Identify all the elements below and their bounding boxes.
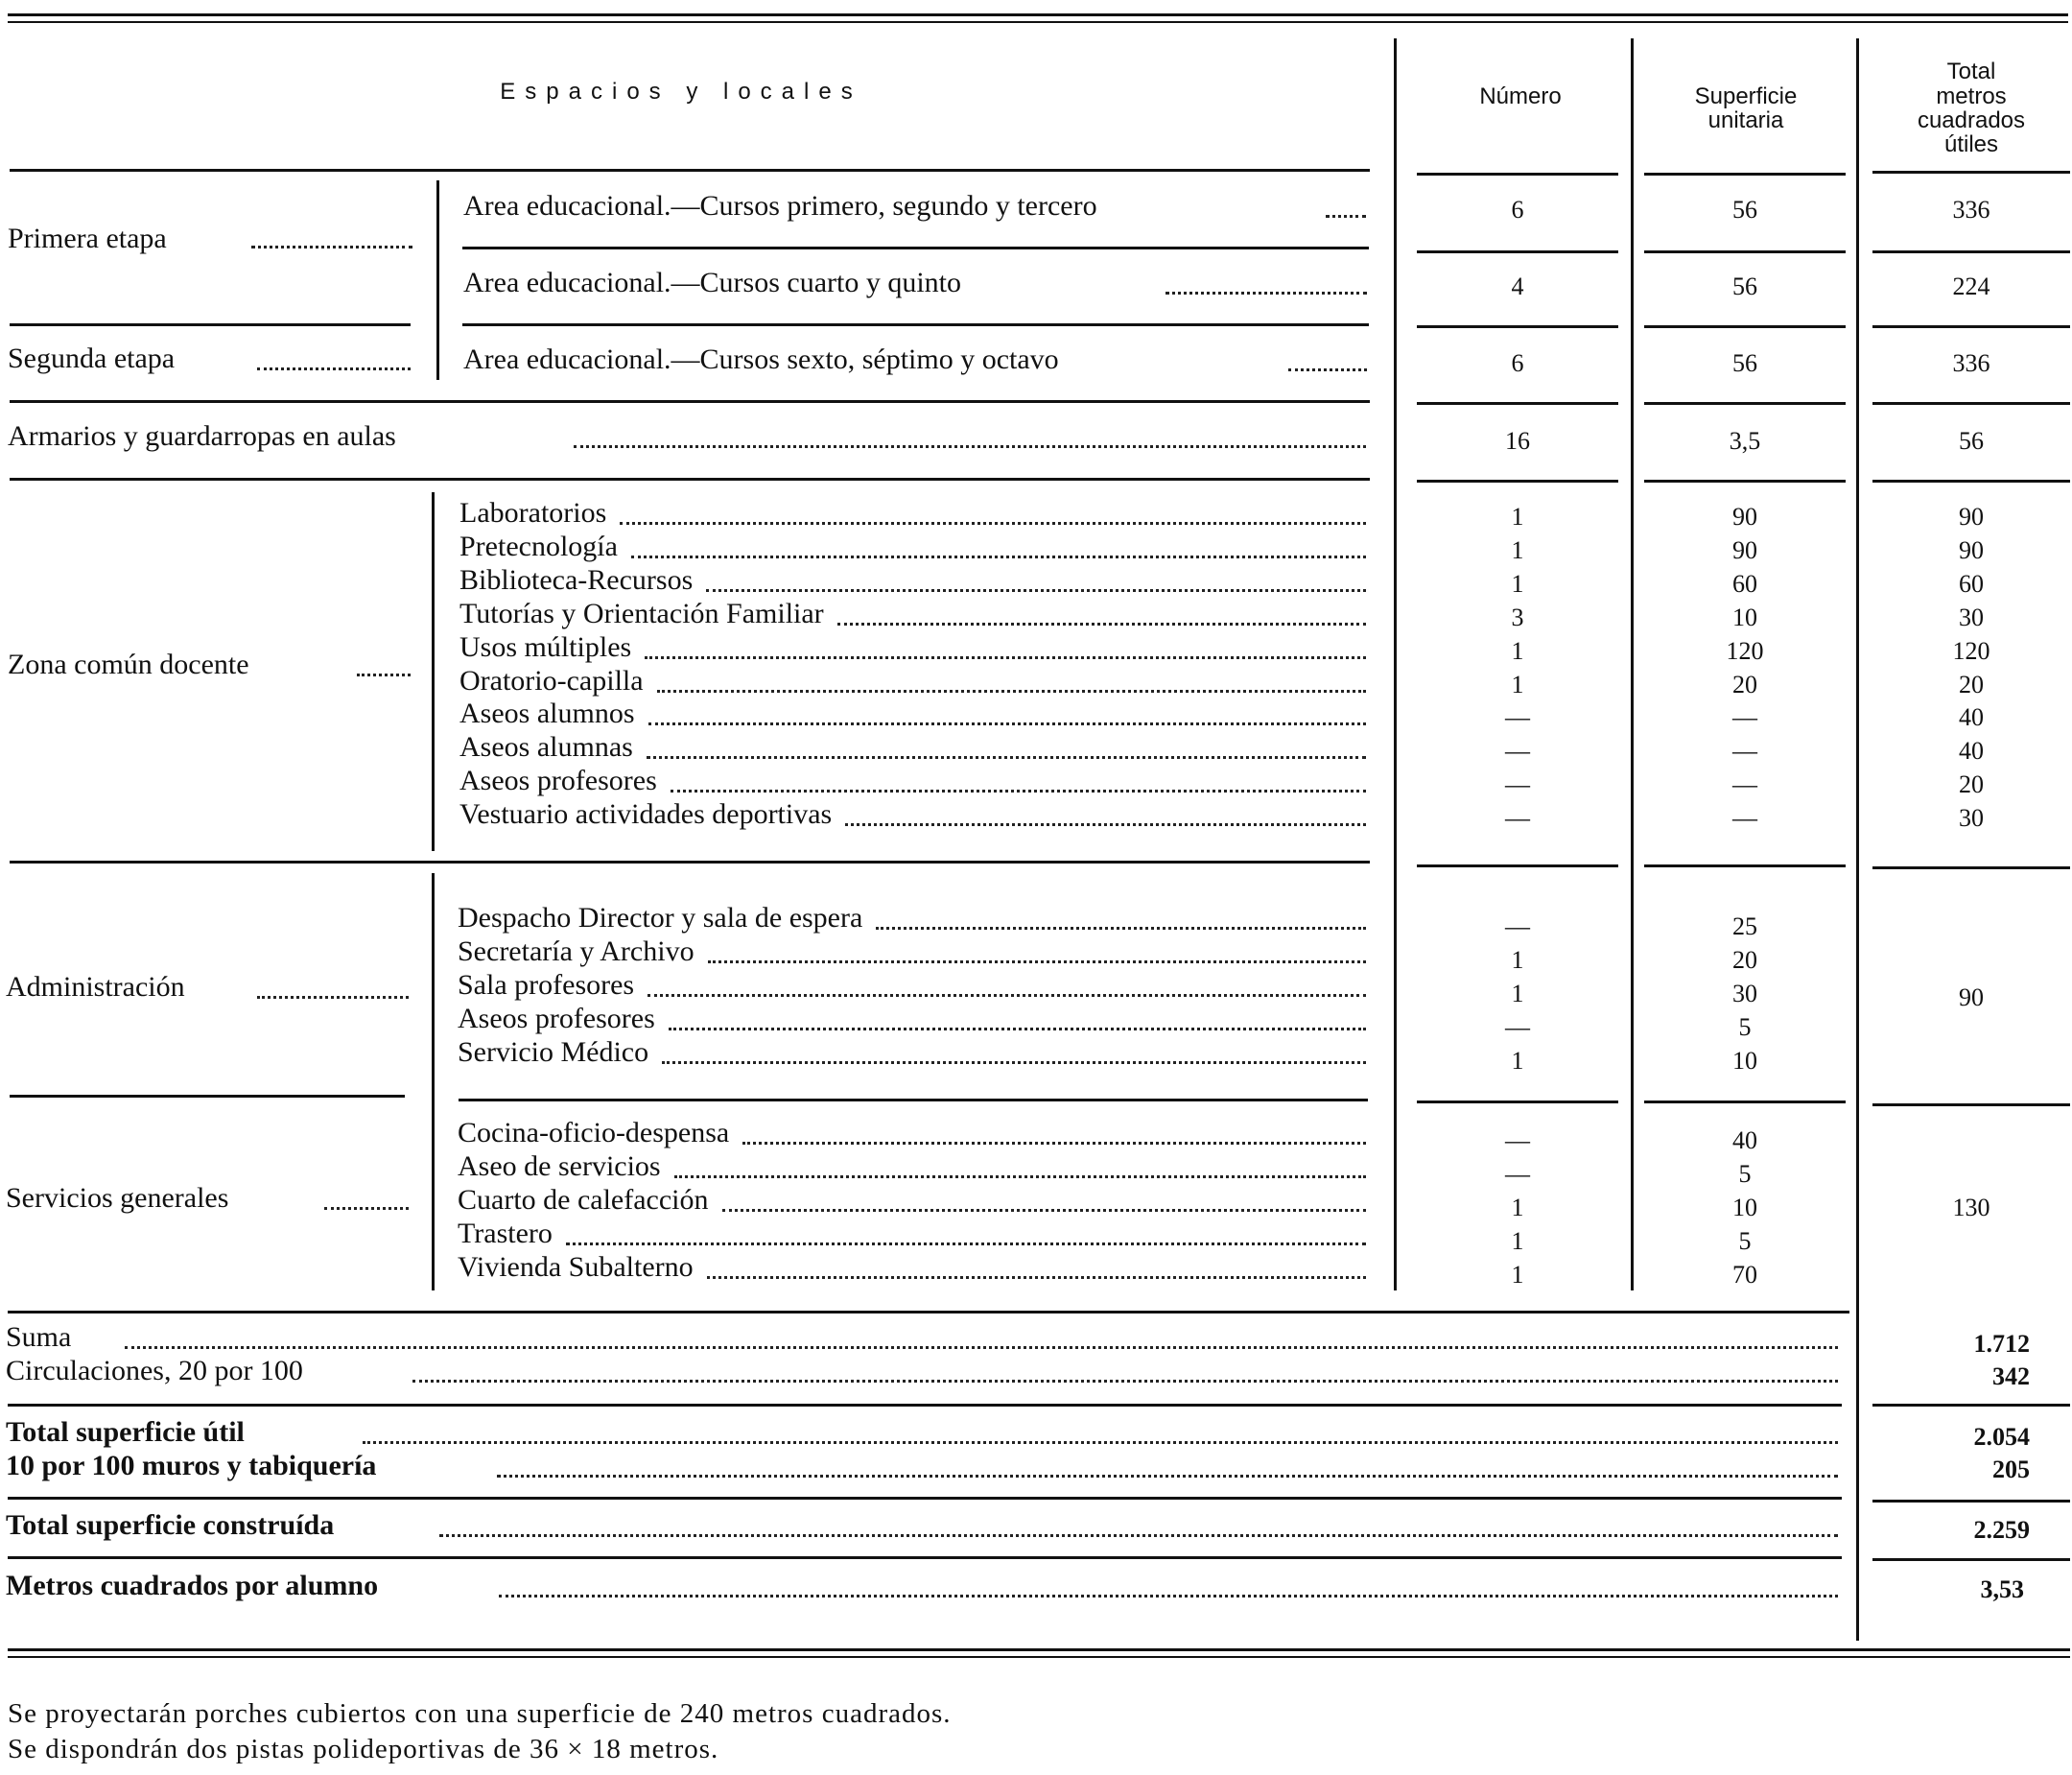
cell-superficie: 40 bbox=[1732, 1126, 1757, 1154]
cell-numero: 1 bbox=[1511, 535, 1524, 564]
rule bbox=[459, 1099, 1368, 1101]
leader-dots bbox=[497, 1475, 1838, 1478]
leader-dots bbox=[412, 1380, 1838, 1383]
cell-superficie: — bbox=[1732, 737, 1757, 766]
cell-total: 336 bbox=[1952, 196, 1990, 224]
rule bbox=[1417, 173, 1618, 176]
leader-dots bbox=[357, 674, 411, 676]
col-sep-numero bbox=[1394, 38, 1397, 1290]
cell-total: 20 bbox=[1959, 670, 1984, 698]
rule bbox=[10, 400, 1370, 403]
leader-dots bbox=[1326, 215, 1366, 218]
cell-total-servicios: 130 bbox=[1952, 1194, 1990, 1221]
row-label: Secretaría y Archivo bbox=[458, 935, 695, 967]
row-label: Aseos profesores bbox=[459, 765, 657, 797]
footnote-2: Se dispondrán dos pistas polideportivas de 36 × 18 metros. bbox=[8, 1734, 719, 1764]
cell-numero: — bbox=[1505, 1012, 1530, 1041]
cell-numero: 1 bbox=[1511, 670, 1524, 698]
cell-numero: 1 bbox=[1511, 1194, 1524, 1221]
cell-numero: 1 bbox=[1511, 503, 1524, 531]
header-total-4: útiles bbox=[1943, 131, 1999, 157]
summary-circ-value: 342 bbox=[1992, 1362, 2030, 1390]
rule bbox=[8, 1556, 1842, 1559]
cell-superficie: 56 bbox=[1732, 272, 1757, 300]
cell-superficie: 90 bbox=[1732, 503, 1757, 531]
cell-numero: — bbox=[1505, 912, 1530, 940]
leader-dots bbox=[631, 556, 1366, 558]
leader-dots bbox=[662, 1061, 1366, 1064]
rule bbox=[8, 1404, 1842, 1407]
rule bbox=[462, 247, 1369, 249]
leader-dots bbox=[707, 1276, 1366, 1279]
summary-muros-label: 10 por 100 muros y tabiquería bbox=[6, 1450, 377, 1481]
summary-alumno-label: Metros cuadrados por alumno bbox=[6, 1570, 379, 1601]
leader-dots bbox=[1166, 292, 1367, 295]
cell-numero: — bbox=[1505, 1126, 1530, 1154]
group-zona: Zona común docente bbox=[8, 649, 249, 680]
rule bbox=[1417, 325, 1618, 328]
cell-total: 60 bbox=[1959, 569, 1984, 598]
leader-dots bbox=[1288, 368, 1367, 371]
rule bbox=[8, 1311, 1849, 1314]
rule bbox=[1644, 864, 1846, 867]
rule bbox=[1872, 1404, 2070, 1407]
group-admin: Administración bbox=[6, 971, 185, 1003]
cell-numero: 6 bbox=[1511, 349, 1524, 377]
cell-superficie: 10 bbox=[1732, 1046, 1757, 1075]
cell-numero: 1 bbox=[1511, 569, 1524, 598]
cell-numero: 1 bbox=[1511, 945, 1524, 974]
header-total-1: Total bbox=[1946, 59, 1996, 84]
leader-dots bbox=[845, 823, 1366, 826]
summary-circ-label: Circulaciones, 20 por 100 bbox=[6, 1355, 303, 1386]
summary-util-value: 2.054 bbox=[1973, 1423, 2030, 1451]
rule bbox=[1417, 480, 1618, 483]
cell-total: 40 bbox=[1959, 737, 1984, 766]
rule bbox=[10, 323, 411, 326]
group-segunda: Segunda etapa bbox=[8, 343, 176, 374]
cell-numero: 1 bbox=[1511, 1261, 1524, 1289]
cell-numero: 1 bbox=[1511, 1227, 1524, 1255]
leader-dots bbox=[125, 1346, 1838, 1349]
group-bracket bbox=[432, 873, 435, 1290]
cell-superficie: 5 bbox=[1738, 1227, 1752, 1255]
leader-dots bbox=[251, 246, 412, 248]
rule bbox=[1417, 250, 1618, 253]
rule bbox=[1872, 480, 2070, 483]
leader-dots bbox=[647, 756, 1366, 759]
cell-total: 120 bbox=[1952, 636, 1990, 665]
rule bbox=[1872, 171, 2070, 174]
leader-dots bbox=[742, 1142, 1366, 1145]
group-bracket bbox=[432, 492, 435, 851]
row-label: Area educacional.—Cursos cuarto y quinto bbox=[463, 267, 962, 298]
cell-superficie: — bbox=[1732, 703, 1757, 732]
leader-dots bbox=[257, 367, 411, 370]
leader-dots bbox=[669, 1028, 1366, 1030]
row-label: Aseos alumnos bbox=[459, 698, 635, 730]
col-sep-superficie bbox=[1631, 38, 1634, 1290]
top-rule-thin bbox=[8, 21, 2068, 23]
bottom-rule bbox=[8, 1648, 2070, 1651]
row-label: Cuarto de calefacción bbox=[458, 1184, 709, 1216]
summary-util-label: Total superficie útil bbox=[6, 1416, 245, 1448]
cell-total: 90 bbox=[1959, 535, 1984, 564]
row-label: Armarios y guardarropas en aulas bbox=[8, 420, 396, 452]
cell-superficie: 20 bbox=[1732, 670, 1757, 698]
row-label: Cocina-oficio-despensa bbox=[458, 1117, 730, 1148]
cell-superficie: 56 bbox=[1732, 349, 1757, 377]
row-label: Aseos alumnas bbox=[459, 731, 633, 764]
rule bbox=[462, 323, 1369, 326]
rule bbox=[1872, 325, 2070, 328]
leader-dots bbox=[674, 1175, 1366, 1178]
cell-numero: — bbox=[1505, 1160, 1530, 1188]
cell-total-admin: 90 bbox=[1959, 983, 1984, 1011]
cell-superficie: 3,5 bbox=[1729, 427, 1761, 455]
col-sep-total bbox=[1856, 38, 1859, 1641]
rule bbox=[1644, 1100, 1846, 1103]
rule bbox=[1872, 1558, 2070, 1561]
summary-constr-label: Total superficie construída bbox=[6, 1509, 335, 1541]
leader-dots bbox=[648, 722, 1366, 725]
cell-numero: 1 bbox=[1511, 979, 1524, 1007]
rule bbox=[1644, 173, 1846, 176]
rule bbox=[1872, 1500, 2070, 1503]
row-label: Laboratorios bbox=[459, 497, 607, 529]
row-label: Aseos profesores bbox=[458, 1002, 655, 1034]
row-label: Servicio Médico bbox=[458, 1035, 649, 1068]
summary-alumno-value: 3,53 bbox=[1980, 1575, 2024, 1603]
rule bbox=[1872, 402, 2070, 405]
cell-numero: — bbox=[1505, 737, 1530, 766]
rule bbox=[10, 169, 1370, 172]
leader-dots bbox=[645, 656, 1366, 659]
leader-dots bbox=[499, 1595, 1838, 1598]
row-label: Usos múltiples bbox=[459, 630, 632, 663]
rule bbox=[1417, 1100, 1618, 1103]
leader-dots bbox=[566, 1242, 1366, 1245]
cell-total: 336 bbox=[1952, 349, 1990, 377]
cell-superficie: 20 bbox=[1732, 945, 1757, 974]
top-rule bbox=[8, 13, 2068, 16]
cell-total: 30 bbox=[1959, 603, 1984, 631]
row-label: Vivienda Subalterno bbox=[458, 1251, 694, 1283]
rule bbox=[8, 1497, 1842, 1500]
row-label: Pretecnología bbox=[459, 530, 618, 562]
cell-superficie: — bbox=[1732, 770, 1757, 799]
cell-total: 20 bbox=[1959, 770, 1984, 799]
cell-superficie: 5 bbox=[1738, 1012, 1752, 1041]
cell-superficie: 70 bbox=[1732, 1261, 1757, 1289]
rule bbox=[1872, 250, 2070, 253]
leader-dots bbox=[648, 994, 1366, 997]
cell-superficie: 25 bbox=[1732, 912, 1757, 940]
row-label: Area educacional.—Cursos primero, segundo y tercero bbox=[463, 190, 1097, 222]
header-superficie-2: unitaria bbox=[1707, 107, 1784, 133]
cell-superficie: 56 bbox=[1732, 196, 1757, 224]
cell-numero: — bbox=[1505, 804, 1530, 833]
group-primera: Primera etapa bbox=[8, 223, 167, 254]
summary-constr-value: 2.259 bbox=[1973, 1516, 2030, 1544]
leader-dots bbox=[574, 445, 1366, 448]
summary-suma-value: 1.712 bbox=[1973, 1330, 2030, 1358]
row-label: Trastero bbox=[458, 1218, 553, 1249]
rule bbox=[10, 1095, 405, 1098]
cell-superficie: 30 bbox=[1732, 979, 1757, 1007]
summary-muros-value: 205 bbox=[1992, 1456, 2030, 1483]
cell-numero: 3 bbox=[1511, 603, 1524, 631]
cell-superficie: 60 bbox=[1732, 569, 1757, 598]
row-label: Tutorías y Orientación Familiar bbox=[459, 597, 824, 629]
cell-numero: 16 bbox=[1505, 427, 1530, 455]
rule bbox=[1872, 866, 2070, 869]
header-superficie-1: Superficie bbox=[1694, 83, 1798, 109]
leader-dots bbox=[363, 1441, 1838, 1444]
cell-total: 224 bbox=[1952, 272, 1990, 300]
cell-total: 30 bbox=[1959, 804, 1984, 833]
leader-dots bbox=[324, 1207, 409, 1210]
leader-dots bbox=[657, 690, 1366, 693]
cell-superficie: — bbox=[1732, 804, 1757, 833]
footnote-1: Se proyectarán porches cubiertos con una superficie de 240 metros cuadrados. bbox=[8, 1698, 952, 1729]
cell-total: 90 bbox=[1959, 503, 1984, 531]
cell-total: 40 bbox=[1959, 703, 1984, 732]
rule bbox=[10, 478, 1370, 481]
row-label: Area educacional.—Cursos sexto, séptimo y octavo bbox=[463, 343, 1059, 375]
header-total-3: cuadrados bbox=[1917, 107, 2026, 133]
cell-superficie: 5 bbox=[1738, 1160, 1752, 1188]
row-label: Sala profesores bbox=[458, 968, 635, 1001]
rule bbox=[1644, 250, 1846, 253]
leader-dots bbox=[722, 1209, 1366, 1212]
cell-numero: 6 bbox=[1511, 196, 1524, 224]
header-espacios: Espacios y locales bbox=[500, 79, 862, 105]
cell-superficie: 120 bbox=[1726, 636, 1764, 665]
cell-total: 56 bbox=[1959, 427, 1984, 455]
rule bbox=[1872, 1103, 2070, 1106]
row-label: Despacho Director y sala de espera bbox=[458, 902, 863, 934]
header-total-2: metros bbox=[1936, 83, 2007, 109]
leader-dots bbox=[706, 589, 1366, 592]
cell-numero: — bbox=[1505, 770, 1530, 799]
row-label: Aseo de servicios bbox=[458, 1150, 661, 1182]
cell-superficie: 90 bbox=[1732, 535, 1757, 564]
cell-numero: 1 bbox=[1511, 1046, 1524, 1075]
cell-superficie: 10 bbox=[1732, 603, 1757, 631]
group-servicios: Servicios generales bbox=[6, 1182, 229, 1214]
row-label: Vestuario actividades deportivas bbox=[459, 798, 833, 831]
rule bbox=[1644, 480, 1846, 483]
summary-suma-label: Suma bbox=[6, 1321, 72, 1353]
leader-dots bbox=[837, 623, 1366, 626]
rule bbox=[1417, 402, 1618, 405]
leader-dots bbox=[257, 996, 409, 999]
rule bbox=[1644, 325, 1846, 328]
rule bbox=[10, 861, 1370, 864]
rule bbox=[1417, 864, 1618, 867]
leader-dots bbox=[708, 960, 1366, 963]
leader-dots bbox=[439, 1534, 1838, 1537]
header-numero: Número bbox=[1479, 83, 1562, 109]
row-label: Oratorio-capilla bbox=[459, 664, 644, 697]
leader-dots bbox=[620, 522, 1366, 525]
row-label: Biblioteca-Recursos bbox=[459, 563, 694, 596]
cell-numero: 4 bbox=[1511, 272, 1524, 300]
cell-superficie: 10 bbox=[1732, 1194, 1757, 1221]
bottom-rule-thin bbox=[8, 1656, 2070, 1658]
leader-dots bbox=[876, 927, 1366, 930]
cell-numero: — bbox=[1505, 703, 1530, 732]
group-bracket bbox=[436, 180, 439, 380]
cell-numero: 1 bbox=[1511, 636, 1524, 665]
leader-dots bbox=[671, 790, 1366, 793]
rule bbox=[1644, 402, 1846, 405]
